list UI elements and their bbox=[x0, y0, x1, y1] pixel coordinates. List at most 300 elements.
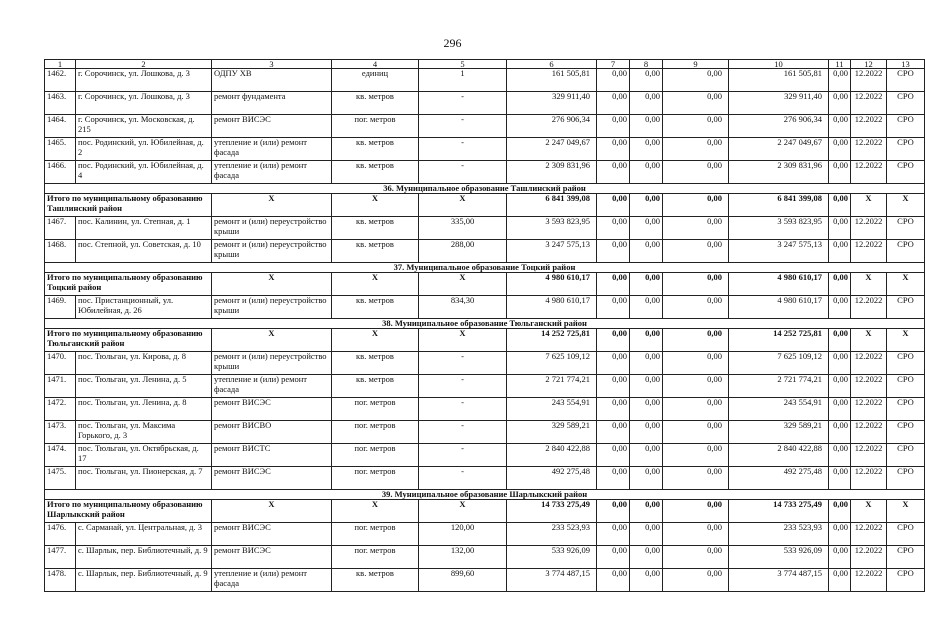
unit-cell: пог. метров bbox=[332, 421, 419, 444]
address-cell: с. Сарманай, ул. Центральная, д. 3 bbox=[76, 523, 212, 546]
column-number: 12 bbox=[851, 60, 887, 69]
unit-cell: кв. метров bbox=[332, 569, 419, 592]
quantity-cell: - bbox=[419, 398, 507, 421]
method-cell: СРО bbox=[887, 92, 925, 115]
total-quantity: Х bbox=[419, 329, 507, 352]
quantity-cell: - bbox=[419, 444, 507, 467]
col7-cell: 0,00 bbox=[597, 467, 630, 490]
col7-cell: 0,00 bbox=[597, 138, 630, 161]
col11-cell: 0,00 bbox=[829, 69, 851, 92]
total-cost: 6 841 399,08 bbox=[507, 194, 597, 217]
col7-cell: 0,00 bbox=[597, 92, 630, 115]
col8-cell: 0,00 bbox=[630, 69, 663, 92]
method-cell: СРО bbox=[887, 138, 925, 161]
row-number: 1470. bbox=[45, 352, 76, 375]
col8-cell: 0,00 bbox=[630, 138, 663, 161]
table-row bbox=[45, 523, 925, 546]
col8-cell: 0,00 bbox=[630, 217, 663, 240]
col8-cell: 0,00 bbox=[630, 444, 663, 467]
table-row bbox=[45, 467, 925, 490]
col11-cell: 0,00 bbox=[829, 92, 851, 115]
col8-cell: 0,00 bbox=[630, 92, 663, 115]
total-deadline: Х bbox=[851, 500, 887, 523]
cost-cell: 276 906,34 bbox=[507, 115, 597, 138]
cost-cell: 4 980 610,17 bbox=[507, 296, 597, 319]
address-cell: пос. Родинский, ул. Юбилейная, д. 4 bbox=[76, 161, 212, 184]
col9-cell: 0,00 bbox=[663, 296, 729, 319]
col9-cell: 0,00 bbox=[663, 467, 729, 490]
column-number: 6 bbox=[507, 60, 597, 69]
column-number: 4 bbox=[332, 60, 419, 69]
unit-cell: кв. метров bbox=[332, 217, 419, 240]
total-quantity: Х bbox=[419, 500, 507, 523]
column-number: 10 bbox=[729, 60, 829, 69]
col7-cell: 0,00 bbox=[597, 115, 630, 138]
row-number: 1475. bbox=[45, 467, 76, 490]
row-number: 1462. bbox=[45, 69, 76, 92]
col9-cell: 0,00 bbox=[663, 217, 729, 240]
total-col7: 0,00 bbox=[597, 273, 630, 296]
total-unit: Х bbox=[332, 329, 419, 352]
total-col10: 14 252 725,81 bbox=[729, 329, 829, 352]
deadline-cell: 12.2022 bbox=[851, 546, 887, 569]
total-method: Х bbox=[887, 500, 925, 523]
col10-cell: 7 625 109,12 bbox=[729, 352, 829, 375]
col7-cell: 0,00 bbox=[597, 421, 630, 444]
capital-repair-table bbox=[44, 59, 925, 592]
quantity-cell: - bbox=[419, 161, 507, 184]
page-number: 296 bbox=[443, 36, 462, 50]
table-row bbox=[45, 115, 925, 138]
row-number: 1464. bbox=[45, 115, 76, 138]
cost-cell: 3 593 823,95 bbox=[507, 217, 597, 240]
total-deadline: Х bbox=[851, 194, 887, 217]
col9-cell: 0,00 bbox=[663, 69, 729, 92]
col11-cell: 0,00 bbox=[829, 375, 851, 398]
total-method: Х bbox=[887, 194, 925, 217]
col7-cell: 0,00 bbox=[597, 240, 630, 263]
col11-cell: 0,00 bbox=[829, 138, 851, 161]
address-cell: пос. Степной, ул. Советская, д. 10 bbox=[76, 240, 212, 263]
total-label: Итого по муниципальному образованию Ташлинский район bbox=[45, 194, 212, 217]
col7-cell: 0,00 bbox=[597, 523, 630, 546]
section-title: 39. Муниципальное образование Шарлыкский район bbox=[45, 490, 925, 500]
total-cost: 4 980 610,17 bbox=[507, 273, 597, 296]
section-total-row bbox=[45, 500, 925, 523]
total-col11: 0,00 bbox=[829, 273, 851, 296]
deadline-cell: 12.2022 bbox=[851, 444, 887, 467]
section-title: 37. Муниципальное образование Тоцкий район bbox=[45, 263, 925, 273]
method-cell: СРО bbox=[887, 546, 925, 569]
cost-cell: 2 840 422,88 bbox=[507, 444, 597, 467]
work-type-cell: ремонт ВИСЭС bbox=[212, 546, 332, 569]
method-cell: СРО bbox=[887, 444, 925, 467]
col8-cell: 0,00 bbox=[630, 115, 663, 138]
section-heading-row bbox=[45, 263, 925, 273]
address-cell: г. Сорочинск, ул. Лошкова, д. 3 bbox=[76, 69, 212, 92]
unit-cell: пог. метров bbox=[332, 115, 419, 138]
table-row bbox=[45, 421, 925, 444]
col8-cell: 0,00 bbox=[630, 398, 663, 421]
unit-cell: пог. метров bbox=[332, 444, 419, 467]
column-number: 8 bbox=[630, 60, 663, 69]
cost-cell: 3 774 487,15 bbox=[507, 569, 597, 592]
col9-cell: 0,00 bbox=[663, 398, 729, 421]
work-type-cell: утепление и (или) ремонт фасада bbox=[212, 375, 332, 398]
total-col8: 0,00 bbox=[630, 194, 663, 217]
cost-cell: 2 247 049,67 bbox=[507, 138, 597, 161]
table-row bbox=[45, 398, 925, 421]
quantity-cell: 1 bbox=[419, 69, 507, 92]
address-cell: с. Шарлык, пер. Библиотечный, д. 9 bbox=[76, 546, 212, 569]
unit-cell: кв. метров bbox=[332, 161, 419, 184]
col11-cell: 0,00 bbox=[829, 444, 851, 467]
row-number: 1472. bbox=[45, 398, 76, 421]
deadline-cell: 12.2022 bbox=[851, 421, 887, 444]
total-col8: 0,00 bbox=[630, 273, 663, 296]
deadline-cell: 12.2022 bbox=[851, 352, 887, 375]
unit-cell: кв. метров bbox=[332, 296, 419, 319]
address-cell: пос. Тюльган, ул. Ленина, д. 5 bbox=[76, 375, 212, 398]
quantity-cell: 834,30 bbox=[419, 296, 507, 319]
address-cell: пос. Калинин, ул. Степная, д. 1 bbox=[76, 217, 212, 240]
deadline-cell: 12.2022 bbox=[851, 217, 887, 240]
col9-cell: 0,00 bbox=[663, 569, 729, 592]
total-col8: 0,00 bbox=[630, 329, 663, 352]
quantity-cell: 899,60 bbox=[419, 569, 507, 592]
cost-cell: 2 309 831,96 bbox=[507, 161, 597, 184]
col10-cell: 2 309 831,96 bbox=[729, 161, 829, 184]
col8-cell: 0,00 bbox=[630, 421, 663, 444]
address-cell: г. Сорочинск, ул. Московская, д. 215 bbox=[76, 115, 212, 138]
deadline-cell: 12.2022 bbox=[851, 69, 887, 92]
col9-cell: 0,00 bbox=[663, 352, 729, 375]
col10-cell: 3 774 487,15 bbox=[729, 569, 829, 592]
section-total-row bbox=[45, 273, 925, 296]
method-cell: СРО bbox=[887, 217, 925, 240]
table-row bbox=[45, 217, 925, 240]
table-body bbox=[45, 60, 925, 592]
col9-cell: 0,00 bbox=[663, 546, 729, 569]
col7-cell: 0,00 bbox=[597, 161, 630, 184]
row-number: 1468. bbox=[45, 240, 76, 263]
total-method: Х bbox=[887, 329, 925, 352]
deadline-cell: 12.2022 bbox=[851, 296, 887, 319]
unit-cell: кв. метров bbox=[332, 240, 419, 263]
address-cell: пос. Тюльган, ул. Октябрьская, д. 17 bbox=[76, 444, 212, 467]
work-type-cell: утепление и (или) ремонт фасада bbox=[212, 138, 332, 161]
column-number: 1 bbox=[45, 60, 76, 69]
method-cell: СРО bbox=[887, 569, 925, 592]
total-deadline: Х bbox=[851, 273, 887, 296]
section-total-row bbox=[45, 194, 925, 217]
row-number: 1476. bbox=[45, 523, 76, 546]
col11-cell: 0,00 bbox=[829, 296, 851, 319]
work-type-cell: ремонт фундамента bbox=[212, 92, 332, 115]
cost-cell: 329 911,40 bbox=[507, 92, 597, 115]
total-col10: 14 733 275,49 bbox=[729, 500, 829, 523]
row-number: 1467. bbox=[45, 217, 76, 240]
total-unit: Х bbox=[332, 194, 419, 217]
total-col11: 0,00 bbox=[829, 194, 851, 217]
col9-cell: 0,00 bbox=[663, 375, 729, 398]
col10-cell: 3 247 575,13 bbox=[729, 240, 829, 263]
quantity-cell: 288,00 bbox=[419, 240, 507, 263]
col11-cell: 0,00 bbox=[829, 115, 851, 138]
unit-cell: кв. метров bbox=[332, 138, 419, 161]
col10-cell: 4 980 610,17 bbox=[729, 296, 829, 319]
column-number: 3 bbox=[212, 60, 332, 69]
unit-cell: пог. метров bbox=[332, 523, 419, 546]
col11-cell: 0,00 bbox=[829, 217, 851, 240]
col10-cell: 3 593 823,95 bbox=[729, 217, 829, 240]
col10-cell: 243 554,91 bbox=[729, 398, 829, 421]
col7-cell: 0,00 bbox=[597, 69, 630, 92]
table-row bbox=[45, 546, 925, 569]
method-cell: СРО bbox=[887, 467, 925, 490]
col9-cell: 0,00 bbox=[663, 444, 729, 467]
quantity-cell: - bbox=[419, 352, 507, 375]
method-cell: СРО bbox=[887, 375, 925, 398]
cost-cell: 3 247 575,13 bbox=[507, 240, 597, 263]
section-heading-row bbox=[45, 490, 925, 500]
col7-cell: 0,00 bbox=[597, 217, 630, 240]
total-col8: 0,00 bbox=[630, 500, 663, 523]
total-col11: 0,00 bbox=[829, 329, 851, 352]
col9-cell: 0,00 bbox=[663, 523, 729, 546]
total-col10: 6 841 399,08 bbox=[729, 194, 829, 217]
deadline-cell: 12.2022 bbox=[851, 523, 887, 546]
total-deadline: Х bbox=[851, 329, 887, 352]
table-row bbox=[45, 352, 925, 375]
method-cell: СРО bbox=[887, 352, 925, 375]
col10-cell: 161 505,81 bbox=[729, 69, 829, 92]
deadline-cell: 12.2022 bbox=[851, 398, 887, 421]
table-row bbox=[45, 69, 925, 92]
deadline-cell: 12.2022 bbox=[851, 138, 887, 161]
table-row bbox=[45, 569, 925, 592]
work-type-cell: утепление и (или) ремонт фасада bbox=[212, 161, 332, 184]
work-type-cell: ремонт ВИСТС bbox=[212, 444, 332, 467]
col9-cell: 0,00 bbox=[663, 115, 729, 138]
col8-cell: 0,00 bbox=[630, 161, 663, 184]
deadline-cell: 12.2022 bbox=[851, 240, 887, 263]
work-type-cell: ОДПУ ХВ bbox=[212, 69, 332, 92]
address-cell: пос. Тюльган, ул. Кирова, д. 8 bbox=[76, 352, 212, 375]
row-number: 1471. bbox=[45, 375, 76, 398]
quantity-cell: - bbox=[419, 375, 507, 398]
col10-cell: 2 840 422,88 bbox=[729, 444, 829, 467]
address-cell: пос. Родинский, ул. Юбилейная, д. 2 bbox=[76, 138, 212, 161]
total-method: Х bbox=[887, 273, 925, 296]
method-cell: СРО bbox=[887, 523, 925, 546]
col8-cell: 0,00 bbox=[630, 296, 663, 319]
quantity-cell: 120,00 bbox=[419, 523, 507, 546]
quantity-cell: - bbox=[419, 115, 507, 138]
unit-cell: пог. метров bbox=[332, 398, 419, 421]
col11-cell: 0,00 bbox=[829, 467, 851, 490]
total-cost: 14 252 725,81 bbox=[507, 329, 597, 352]
cost-cell: 329 589,21 bbox=[507, 421, 597, 444]
unit-cell: кв. метров bbox=[332, 92, 419, 115]
cost-cell: 2 721 774,21 bbox=[507, 375, 597, 398]
total-unit: Х bbox=[332, 500, 419, 523]
total-work-type: Х bbox=[212, 194, 332, 217]
unit-cell: кв. метров bbox=[332, 352, 419, 375]
total-quantity: Х bbox=[419, 273, 507, 296]
address-cell: с. Шарлык, пер. Библиотечный, д. 9 bbox=[76, 569, 212, 592]
table-row bbox=[45, 161, 925, 184]
address-cell: г. Сорочинск, ул. Лошкова, д. 3 bbox=[76, 92, 212, 115]
total-col9: 0,00 bbox=[663, 500, 729, 523]
method-cell: СРО bbox=[887, 421, 925, 444]
col11-cell: 0,00 bbox=[829, 569, 851, 592]
row-number: 1465. bbox=[45, 138, 76, 161]
work-type-cell: ремонт и (или) переустройство крыши bbox=[212, 296, 332, 319]
col11-cell: 0,00 bbox=[829, 546, 851, 569]
total-col9: 0,00 bbox=[663, 329, 729, 352]
table-row bbox=[45, 296, 925, 319]
col11-cell: 0,00 bbox=[829, 161, 851, 184]
deadline-cell: 12.2022 bbox=[851, 569, 887, 592]
cost-cell: 233 523,93 bbox=[507, 523, 597, 546]
column-number: 2 bbox=[76, 60, 212, 69]
col7-cell: 0,00 bbox=[597, 398, 630, 421]
table-row bbox=[45, 444, 925, 467]
col7-cell: 0,00 bbox=[597, 296, 630, 319]
section-title: 36. Муниципальное образование Ташлинский район bbox=[45, 184, 925, 194]
col11-cell: 0,00 bbox=[829, 421, 851, 444]
col8-cell: 0,00 bbox=[630, 546, 663, 569]
total-label: Итого по муниципальному образованию Тюльганский район bbox=[45, 329, 212, 352]
total-work-type: Х bbox=[212, 273, 332, 296]
column-number: 9 bbox=[663, 60, 729, 69]
method-cell: СРО bbox=[887, 161, 925, 184]
unit-cell: пог. метров bbox=[332, 546, 419, 569]
deadline-cell: 12.2022 bbox=[851, 161, 887, 184]
cost-cell: 533 926,09 bbox=[507, 546, 597, 569]
row-number: 1473. bbox=[45, 421, 76, 444]
method-cell: СРО bbox=[887, 240, 925, 263]
row-number: 1477. bbox=[45, 546, 76, 569]
col11-cell: 0,00 bbox=[829, 523, 851, 546]
total-cost: 14 733 275,49 bbox=[507, 500, 597, 523]
col7-cell: 0,00 bbox=[597, 444, 630, 467]
total-col11: 0,00 bbox=[829, 500, 851, 523]
row-number: 1474. bbox=[45, 444, 76, 467]
work-type-cell: ремонт ВИСВО bbox=[212, 421, 332, 444]
col10-cell: 329 911,40 bbox=[729, 92, 829, 115]
total-col7: 0,00 bbox=[597, 194, 630, 217]
quantity-cell: - bbox=[419, 138, 507, 161]
col10-cell: 233 523,93 bbox=[729, 523, 829, 546]
work-type-cell: ремонт ВИСЭС bbox=[212, 523, 332, 546]
col7-cell: 0,00 bbox=[597, 375, 630, 398]
total-unit: Х bbox=[332, 273, 419, 296]
row-number: 1478. bbox=[45, 569, 76, 592]
work-type-cell: ремонт и (или) переустройство крыши bbox=[212, 217, 332, 240]
col10-cell: 329 589,21 bbox=[729, 421, 829, 444]
total-col7: 0,00 bbox=[597, 500, 630, 523]
section-title: 38. Муниципальное образование Тюльганский район bbox=[45, 319, 925, 329]
section-heading-row bbox=[45, 184, 925, 194]
col8-cell: 0,00 bbox=[630, 569, 663, 592]
deadline-cell: 12.2022 bbox=[851, 115, 887, 138]
quantity-cell: - bbox=[419, 92, 507, 115]
table-row bbox=[45, 240, 925, 263]
unit-cell: кв. метров bbox=[332, 375, 419, 398]
column-number: 13 bbox=[887, 60, 925, 69]
work-type-cell: ремонт и (или) переустройство крыши bbox=[212, 240, 332, 263]
column-number: 5 bbox=[419, 60, 507, 69]
section-total-row bbox=[45, 329, 925, 352]
total-col7: 0,00 bbox=[597, 329, 630, 352]
row-number: 1466. bbox=[45, 161, 76, 184]
col9-cell: 0,00 bbox=[663, 138, 729, 161]
total-work-type: Х bbox=[212, 500, 332, 523]
total-col9: 0,00 bbox=[663, 273, 729, 296]
col11-cell: 0,00 bbox=[829, 398, 851, 421]
row-number: 1469. bbox=[45, 296, 76, 319]
cost-cell: 161 505,81 bbox=[507, 69, 597, 92]
table-row bbox=[45, 375, 925, 398]
total-quantity: Х bbox=[419, 194, 507, 217]
total-label: Итого по муниципальному образованию Тоцкий район bbox=[45, 273, 212, 296]
method-cell: СРО bbox=[887, 296, 925, 319]
method-cell: СРО bbox=[887, 69, 925, 92]
col11-cell: 0,00 bbox=[829, 352, 851, 375]
col10-cell: 492 275,48 bbox=[729, 467, 829, 490]
quantity-cell: 132,00 bbox=[419, 546, 507, 569]
col9-cell: 0,00 bbox=[663, 161, 729, 184]
col10-cell: 276 906,34 bbox=[729, 115, 829, 138]
cost-cell: 243 554,91 bbox=[507, 398, 597, 421]
col10-cell: 2 247 049,67 bbox=[729, 138, 829, 161]
col7-cell: 0,00 bbox=[597, 569, 630, 592]
col8-cell: 0,00 bbox=[630, 523, 663, 546]
work-type-cell: ремонт ВИСЭС bbox=[212, 398, 332, 421]
cost-cell: 7 625 109,12 bbox=[507, 352, 597, 375]
address-cell: пос. Тюльган, ул. Ленина, д. 8 bbox=[76, 398, 212, 421]
col9-cell: 0,00 bbox=[663, 240, 729, 263]
col9-cell: 0,00 bbox=[663, 92, 729, 115]
col8-cell: 0,00 bbox=[630, 352, 663, 375]
total-label: Итого по муниципальному образованию Шарлыкский район bbox=[45, 500, 212, 523]
address-cell: пос. Тюльган, ул. Максима Горького, д. 3 bbox=[76, 421, 212, 444]
deadline-cell: 12.2022 bbox=[851, 92, 887, 115]
quantity-cell: - bbox=[419, 467, 507, 490]
unit-cell: пог. метров bbox=[332, 467, 419, 490]
work-type-cell: утепление и (или) ремонт фасада bbox=[212, 569, 332, 592]
total-col9: 0,00 bbox=[663, 194, 729, 217]
col10-cell: 2 721 774,21 bbox=[729, 375, 829, 398]
col8-cell: 0,00 bbox=[630, 240, 663, 263]
total-col10: 4 980 610,17 bbox=[729, 273, 829, 296]
col8-cell: 0,00 bbox=[630, 375, 663, 398]
column-number: 11 bbox=[829, 60, 851, 69]
deadline-cell: 12.2022 bbox=[851, 467, 887, 490]
col9-cell: 0,00 bbox=[663, 421, 729, 444]
deadline-cell: 12.2022 bbox=[851, 375, 887, 398]
table-row bbox=[45, 92, 925, 115]
col7-cell: 0,00 bbox=[597, 352, 630, 375]
col11-cell: 0,00 bbox=[829, 240, 851, 263]
col8-cell: 0,00 bbox=[630, 467, 663, 490]
method-cell: СРО bbox=[887, 115, 925, 138]
method-cell: СРО bbox=[887, 398, 925, 421]
table-row bbox=[45, 138, 925, 161]
col10-cell: 533 926,09 bbox=[729, 546, 829, 569]
